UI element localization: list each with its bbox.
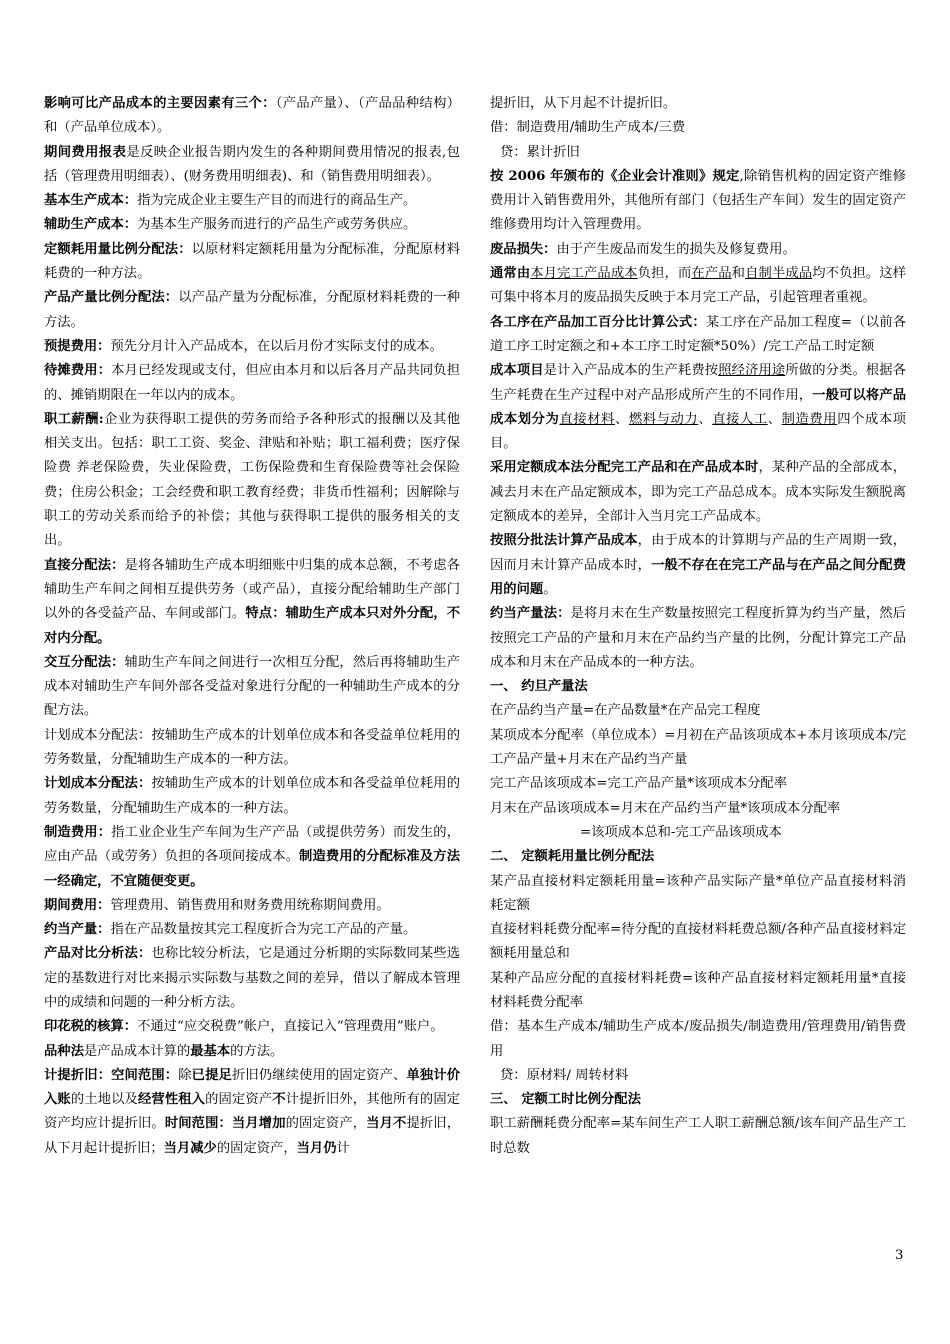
right-paragraph-r20 xyxy=(490,918,906,967)
left-paragraph-p17 xyxy=(44,942,460,1015)
text-segment: 通常由 xyxy=(490,266,531,282)
text-segment: 一般不存在在完工产品与在产品之间分配费用的问题 xyxy=(490,557,907,597)
text-segment: 最基本 xyxy=(190,1043,231,1059)
text-segment: 直接人工 xyxy=(712,411,768,427)
right-paragraph-r11 xyxy=(490,602,906,675)
text-segment: 燃料与动力 xyxy=(628,411,699,427)
right-paragraph-r22 xyxy=(490,1015,906,1064)
text-segment: 某种产品应分配的直接材料耗费=该种产品直接材料定额耗用量*直接材料耗费分配率 xyxy=(490,970,906,1010)
text-segment: 不通过“应交税费”帐户，直接记入“管理费用”账户。 xyxy=(137,1019,444,1035)
text-segment: 的固定资产， xyxy=(216,1140,297,1156)
text-segment: 、 xyxy=(614,411,629,427)
text-segment: 一般可以将产品成本划分为 xyxy=(490,387,907,427)
text-segment: 预提费用： xyxy=(44,338,111,354)
text-segment: 当月仍 xyxy=(296,1140,337,1156)
text-segment: 计划成本分配法：按辅助生产成本的计划单位成本和各受益单位耗用的劳务数量，分配辅助生产成本的一种方法。 xyxy=(44,727,460,768)
text-segment: 计划成本分配法： xyxy=(44,776,152,792)
text-segment: 照经济用途 xyxy=(718,363,786,379)
right-paragraph-r19 xyxy=(490,870,906,919)
text-segment: 为基本生产服务而进行的产品生产或劳务供应。 xyxy=(137,217,417,233)
text-segment: 、 xyxy=(767,411,782,427)
text-segment: 一、 约旦产量法 xyxy=(490,679,588,695)
text-segment: 产品对比分析法： xyxy=(44,946,152,962)
left-column xyxy=(44,92,460,1161)
right-paragraph-r15 xyxy=(490,772,906,796)
right-paragraph-r23 xyxy=(490,1064,906,1088)
right-paragraph-r9 xyxy=(490,456,906,529)
text-segment: 月末在产品该项成本=月末在产品约当产量*该项成本分配率 xyxy=(490,800,841,816)
text-segment: 约当产量： xyxy=(44,922,111,938)
text-segment: 产品产量比例分配法： xyxy=(44,290,179,306)
text-segment: 定额耗用量比例分配法： xyxy=(44,241,192,257)
text-segment: 提折旧，从下月起不计提折旧。 xyxy=(490,96,677,111)
text-segment: ，由于成本的计算期与产品的生产周期一致，因而月末计算产品成本时， xyxy=(490,533,907,573)
text-segment: 完工产品该项成本=完工产品产量*该项成本分配率 xyxy=(490,776,788,792)
text-segment: 职工薪酬耗费分配率=某车间生产工人职工薪酬总额/该车间产品生产工时总数 xyxy=(490,1116,906,1156)
text-segment: =该项成本总和-完工产品该项成本 xyxy=(580,824,782,840)
text-segment: 按辅助生产成本的计划单位成本和各受益单位耗用的劳务数量，分配辅助生产成本的一种方法。 xyxy=(44,776,461,816)
text-segment: 的固定资产， xyxy=(285,1116,367,1132)
text-segment: 由于产生废品而发生的损失及修复费用。 xyxy=(556,241,796,257)
text-segment: 直接分配法： xyxy=(44,557,125,573)
text-segment: 和 xyxy=(731,266,746,282)
text-segment: 直接材料 xyxy=(559,411,615,427)
right-paragraph-r4 xyxy=(490,165,906,238)
left-paragraph-p14 xyxy=(44,821,460,894)
text-segment: 预先分月计入产品成本，在以后月份才实际支付的成本。 xyxy=(110,338,443,354)
text-segment: 期间费用： xyxy=(44,897,111,913)
left-paragraph-p11 xyxy=(44,651,460,724)
text-segment: 品种法 xyxy=(44,1043,84,1059)
right-paragraph-r6 xyxy=(490,262,906,311)
left-paragraph-p7 xyxy=(44,335,460,359)
left-paragraph-p2 xyxy=(44,141,460,190)
text-segment: 辅助生产成本： xyxy=(44,217,138,233)
right-paragraph-r13 xyxy=(490,699,906,723)
text-segment: 本月完工产品成本 xyxy=(530,266,638,282)
text-segment: 是将月末在生产数量按照完工程度折算为约当产量，然后按照完工产品的产量和月末在产品约当产量的比例，分配计算完工产品成本和月末在产品成本的一种方法。 xyxy=(490,606,907,670)
text-segment: 贷：累计折旧 xyxy=(500,144,580,160)
text-segment: 单独计价入账 xyxy=(44,1067,461,1108)
text-segment: 印花税的核算： xyxy=(44,1019,138,1035)
right-paragraph-r3 xyxy=(490,141,906,165)
text-segment: 按 2006 年颁布的《企业会计准则》规定 xyxy=(490,168,740,184)
text-segment: 是产品成本计算的 xyxy=(83,1043,191,1059)
text-segment: 经营性租入 xyxy=(137,1092,206,1108)
text-segment: 四个成本项目。 xyxy=(490,411,907,452)
text-segment: 当月减少 xyxy=(163,1140,217,1156)
text-segment: ,除销售机构的固定资产维修费用计入销售费用外，其他所有部门（包括生产车间）发生的固定资产维修费用均计入管理费用。 xyxy=(490,168,906,233)
right-paragraph-r21 xyxy=(490,967,906,1016)
text-segment: 采用定额成本法分配完工产品和在产品成本时 xyxy=(490,460,759,476)
text-segment: 本月已经发现或支付，但应由本月和以后各月产品共同负担的、摊销期限在一年以内的成本。 xyxy=(44,363,461,403)
text-segment: 期间费用报表 xyxy=(44,144,127,160)
right-paragraph-r16 xyxy=(490,797,906,821)
left-paragraph-p3 xyxy=(44,189,460,213)
left-paragraph-p8 xyxy=(44,359,460,408)
left-paragraph-p1 xyxy=(44,92,460,141)
text-segment: 的土地以及 xyxy=(70,1092,138,1108)
text-segment: ，某种产品的全部成本，减去月末在产品定额成本，即为完工产品总成本。成本实际发生额脱离定额成本的差异，全部计入当月完工产品成本。 xyxy=(490,460,906,525)
text-segment: 职工薪酬: xyxy=(44,411,104,427)
text-segment: 废品损失： xyxy=(490,241,557,257)
right-paragraph-r7 xyxy=(490,311,906,360)
text-segment: 在产品约当产量=在产品数量*在产品完工程度 xyxy=(490,703,761,719)
right-column xyxy=(490,92,906,1161)
text-segment: 指为完成企业主要生产目的而进行的商品生产。 xyxy=(137,193,417,209)
text-segment: 在产品 xyxy=(691,266,732,282)
text-segment: 贷：原材料/ 周转材料 xyxy=(500,1067,629,1083)
text-segment: 自制半成品 xyxy=(745,266,813,282)
text-segment: 某工序在产品加工程度=（以前各道工序工时定额之和+本工序工时定额*50%）/完工产品工时定额 xyxy=(490,314,906,354)
right-paragraph-r10 xyxy=(490,529,906,602)
right-paragraph-r17 xyxy=(490,821,906,845)
left-paragraph-p10 xyxy=(44,554,460,651)
text-segment: 某项成本分配率（单位成本）=月初在产品该项成本+本月该项成本/完工产品产量+月末在产品约当产量 xyxy=(490,727,906,768)
text-segment: 交互分配法： xyxy=(44,654,125,670)
right-paragraph-r2 xyxy=(490,116,906,140)
left-paragraph-p13 xyxy=(44,772,460,821)
text-segment: 企业为获得职工提供的劳务而给予各种形式的报酬以及其他相关支出。包括：职工工资、奖金、津贴和补贴；职工福利费；医疗保险费 养老保险费，失业保险费，工伤保险费和生育保险费等社会保险费；住房公积金；工会经费和职工教育经费；非货币性福利；因解除与职工的劳动关系而给予的补偿；其他与获得职工提供的服务相关的支出。 xyxy=(44,411,460,549)
text-segment: 影响可比产品成本的主要因素有三个： xyxy=(44,96,276,111)
text-segment: 二、 定额耗用量比例分配法 xyxy=(490,849,655,865)
text-segment: 制造费用 xyxy=(781,411,838,427)
text-segment: 不 xyxy=(272,1092,286,1108)
text-segment: 某产品直接材料定额耗用量=该种产品实际产量*单位产品直接材料消耗定额 xyxy=(490,873,906,913)
text-segment: 以产品产量为分配标准，分配原材料耗费的一种方法。 xyxy=(44,290,460,330)
left-paragraph-p20 xyxy=(44,1064,460,1161)
text-segment: 计提折旧：空间范围： xyxy=(44,1067,179,1083)
right-paragraph-r24 xyxy=(490,1088,906,1112)
text-segment: 制造费用的分配标准及方法一经确定，不宜随便变更。 xyxy=(44,849,461,889)
right-paragraph-r8 xyxy=(490,359,906,456)
text-segment: 提折旧，从下月起计提折旧； xyxy=(44,1116,461,1156)
text-segment: 除 xyxy=(178,1067,192,1083)
text-segment: 管理费用、销售费用和财务费用统称期间费用。 xyxy=(110,897,390,913)
right-paragraph-r25 xyxy=(490,1112,906,1161)
text-segment: 是计入产品成本的生产耗费按 xyxy=(543,363,719,379)
right-paragraph-r14 xyxy=(490,724,906,773)
text-segment: 按照分批法计算产品成本 xyxy=(490,533,638,549)
right-paragraph-r1 xyxy=(490,92,906,116)
left-paragraph-p18 xyxy=(44,1015,460,1039)
left-paragraph-p4 xyxy=(44,213,460,237)
right-paragraph-r12 xyxy=(490,675,906,699)
text-segment: 负担，而 xyxy=(637,266,692,282)
left-paragraph-p5 xyxy=(44,238,460,287)
text-segment: 时间范围：当月增加 xyxy=(164,1116,286,1132)
text-segment: 各工序在产品加工百分比计算公式： xyxy=(490,314,706,330)
text-segment: （产品产量）、（产品品种结构）和（产品单位成本）。 xyxy=(44,96,460,136)
text-segment: 成本项目 xyxy=(490,363,544,379)
text-segment: 借：基本生产成本/辅助生产成本/废品损失/制造费用/管理费用/销售费用 xyxy=(490,1019,906,1059)
left-paragraph-p9 xyxy=(44,408,460,554)
text-segment: 计提折旧外，其他所有的固定资产均应计提折旧。 xyxy=(44,1092,461,1132)
left-paragraph-p16 xyxy=(44,918,460,942)
text-segment: 制造费用： xyxy=(44,824,112,840)
right-paragraph-r5 xyxy=(490,238,906,262)
text-segment: 以原材料定额耗用量为分配标准，分配原材料耗费的一种方法。 xyxy=(44,241,461,282)
text-segment: 、 xyxy=(698,411,713,427)
text-segment: 指工业企业生产车间为生产产品（或提供劳务）而发生的，应由产品（或劳务）负担的各项间接成本。 xyxy=(44,824,461,865)
text-segment: 当月不 xyxy=(366,1116,407,1132)
text-segment: 均不负担。这样可集中将本月的废品损失反映于本月完工产品，引起管理者重视。 xyxy=(490,266,907,306)
text-segment: 指在产品数量按其完工程度折合为完工产品的产量。 xyxy=(110,922,417,938)
text-segment: 已提足 xyxy=(191,1067,232,1083)
text-segment: 的方法。 xyxy=(230,1043,284,1059)
text-segment: 也称比较分析法，它是通过分析期的实际数同某些选定的基数进行对比来揭示实际数与基数之间的差异，借以了解成本管理中的成绩和问题的一种分析方法。 xyxy=(44,946,461,1010)
left-paragraph-p12 xyxy=(44,724,460,773)
text-segment: 待摊费用： xyxy=(44,363,112,379)
right-paragraph-r18 xyxy=(490,845,906,869)
text-segment: 基本生产成本： xyxy=(44,193,138,209)
left-paragraph-p19 xyxy=(44,1040,460,1064)
text-segment: 。 xyxy=(543,581,557,597)
text-segment: 约当产量法： xyxy=(490,606,571,622)
text-segment: 折旧仍继续使用的固定资产、 xyxy=(231,1067,407,1083)
text-segment: 辅助生产车间之间进行一次相互分配，然后再将辅助生产成本对辅助生产车间外部各受益对象进行分配的一种辅助生产成本的分配方法。 xyxy=(44,654,461,719)
text-segment: 直接材料耗费分配率=待分配的直接材料耗费总额/各种产品直接材料定额耗用量总和 xyxy=(490,922,906,962)
left-paragraph-p6 xyxy=(44,286,460,335)
text-segment: 计 xyxy=(336,1140,350,1156)
text-segment: 借：制造费用/辅助生产成本/三费 xyxy=(490,120,686,136)
text-segment: 是将各辅助生产成本明细账中归集的成本总额，不考虑各辅助生产车间之间相互提供劳务（或产品），直接分配给辅助生产部门以外的各受益产品、车间或部门。 xyxy=(44,557,461,622)
text-segment: 的固定资产 xyxy=(205,1092,273,1108)
text-segment: 所做的分类。根据各生产耗费在生产过程中对产品形成所产生的不同作用， xyxy=(490,363,907,403)
text-segment: 特点：辅助生产成本只对外分配，不对内分配。 xyxy=(44,606,461,646)
left-paragraph-p15 xyxy=(44,894,460,918)
text-segment: 是反映企业报告期内发生的各种期间费用情况的报表,包括（管理费用明细表）、(财务费用明细表)、和（销售费用明细表）。 xyxy=(44,144,460,184)
page-number: 3 xyxy=(895,1248,904,1263)
text-segment: 三、 定额工时比例分配法 xyxy=(490,1092,641,1108)
